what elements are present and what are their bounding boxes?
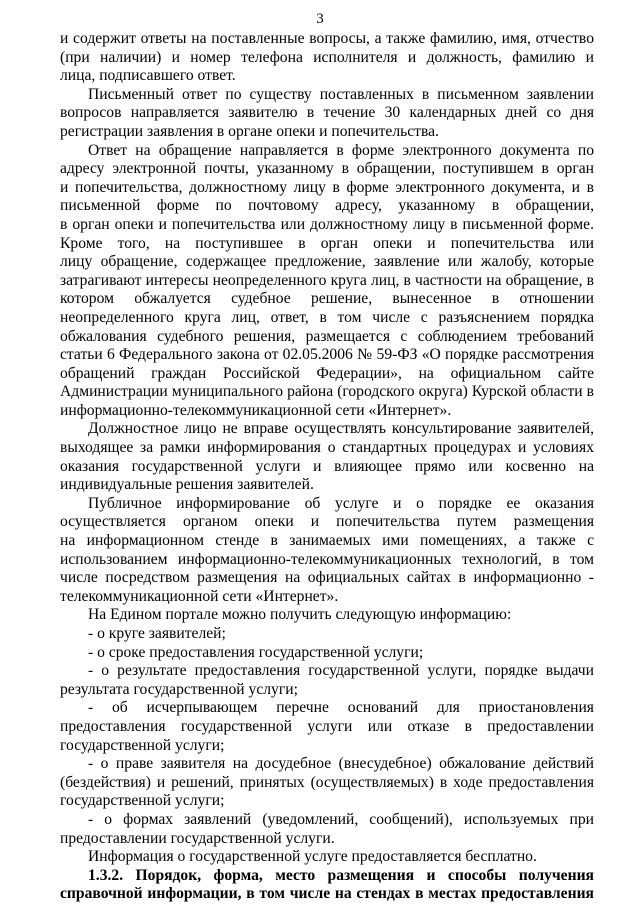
text-line: обращений граждан Российской Федерации», на официальном сайте — [60, 364, 594, 382]
text-line: лица, подписавшего ответ. — [60, 67, 236, 85]
text-line: Должностное лицо не вправе осуществлять консультирование заявителей, — [88, 420, 594, 438]
text-line: - о круге заявителей; — [88, 625, 226, 642]
text-line: - о сроке предоставления государственной услуги; — [88, 643, 424, 661]
text-line: - о результате предоставления государственной услуги, порядке выдачи — [88, 662, 594, 680]
text-line: адресу электронной почты, указанному в обращении, поступившем в орган — [60, 160, 594, 178]
text-line: выходящее за рамки информирования о стандартных процедурах и условиях — [60, 439, 594, 457]
text-line: котором обжалуется судебное решение, вынесенное в отношении — [60, 290, 594, 308]
text-line: результата государственной услуги; — [60, 680, 298, 698]
text-line: На Едином портале можно получить следующую информацию: — [88, 606, 512, 624]
text-line: Администрации муниципального района (городского округа) Курской области в — [60, 383, 594, 401]
text-line: и попечительства, должностному лицу в форме электронного документа, и в — [60, 178, 594, 196]
text-line: обжалования судебного решения, размещается с соблюдением требований — [60, 327, 594, 345]
text-line: неопределенного круга лиц, ответ, в том числе с разъяснением порядка — [60, 308, 594, 326]
text-line: регистрации заявления в органе опеки и попечительства. — [60, 122, 439, 140]
text-line: вопросов направляется заявителю в течение 30 календарных дней со дня — [60, 104, 594, 122]
text-line: осуществляется органом опеки и попечительства путем размещения — [60, 513, 594, 531]
text-line: (бездействия) и решений, принятых (осуществляемых) в ходе предоставления — [60, 773, 594, 791]
text-line: Публичное информирование об услуге и о порядке ее оказания — [88, 494, 594, 512]
text-line: числе посредством размещения на официальных сайтах в информационно - — [60, 569, 594, 587]
text-line: предоставлении государственной услуги. — [60, 829, 335, 847]
text-line: Письменный ответ по существу поставленных в письменном заявлении — [88, 85, 594, 103]
text-line: статьи 6 Федерального закона от 02.05.2006 № 59-ФЗ «О порядке рассмотрения — [60, 346, 594, 364]
text-line: телекоммуникационной сети «Интернет». — [60, 587, 339, 605]
text-line: - о праве заявителя на досудебное (внесудебное) обжалование действий — [88, 755, 594, 773]
text-line: предоставления государственной услуги или отказе в предоставлении — [60, 717, 594, 735]
text-line: лицу обращение, содержащее предложение, заявление или жалобу, которые — [60, 253, 594, 271]
text-line: Кроме того, на поступившее в орган опеки и попечительства или — [60, 234, 594, 252]
text-line: - о формах заявлений (уведомлений, сообщений), используемых при — [88, 810, 594, 828]
text-line: (при наличии) и номер телефона исполнителя и должность, фамилию и — [60, 48, 594, 66]
text-line: Информация о государственной услуге предоставляется бесплатно. — [88, 848, 537, 866]
text-line: информационно-телекоммуникационной сети «Интернет». — [60, 401, 452, 419]
text-line: - об исчерпывающем перечне оснований для приостановления — [88, 699, 594, 717]
text-line: оказания государственной услуги и влияющее прямо или косвенно на — [60, 457, 594, 475]
text-line: использованием информационно-телекоммуникационных технологий, в том — [60, 550, 594, 568]
text-line: справочной информации, в том числе на стендах в местах предоставления — [60, 885, 594, 903]
text-line: в орган опеки и попечительства или должностному лицу в письменной форме. — [60, 215, 594, 233]
text-line: индивидуальные решения заявителей. — [60, 476, 314, 494]
text-line: затрагивают интересы неопределенного круга лиц, в частности на обращение, в — [60, 271, 594, 289]
text-line: Ответ на обращение направляется в форме электронного документа по — [88, 141, 594, 159]
text-line: государственной услуги; — [60, 792, 225, 810]
document-body — [60, 30, 594, 904]
text-line: письменной форме по почтовому адресу, указанному в обращении, — [60, 197, 594, 215]
text-line: и содержит ответы на поставленные вопросы, а также фамилию, имя, отчество — [60, 30, 594, 47]
text-line: 1.3.2. Порядок, форма, место размещения и способы получения — [88, 866, 594, 884]
text-line: государственной услуги; — [60, 736, 225, 754]
page-number: 3 — [316, 11, 324, 27]
text-line: на информационном стенде в занимаемых ими помещениях, а также с — [60, 532, 594, 550]
